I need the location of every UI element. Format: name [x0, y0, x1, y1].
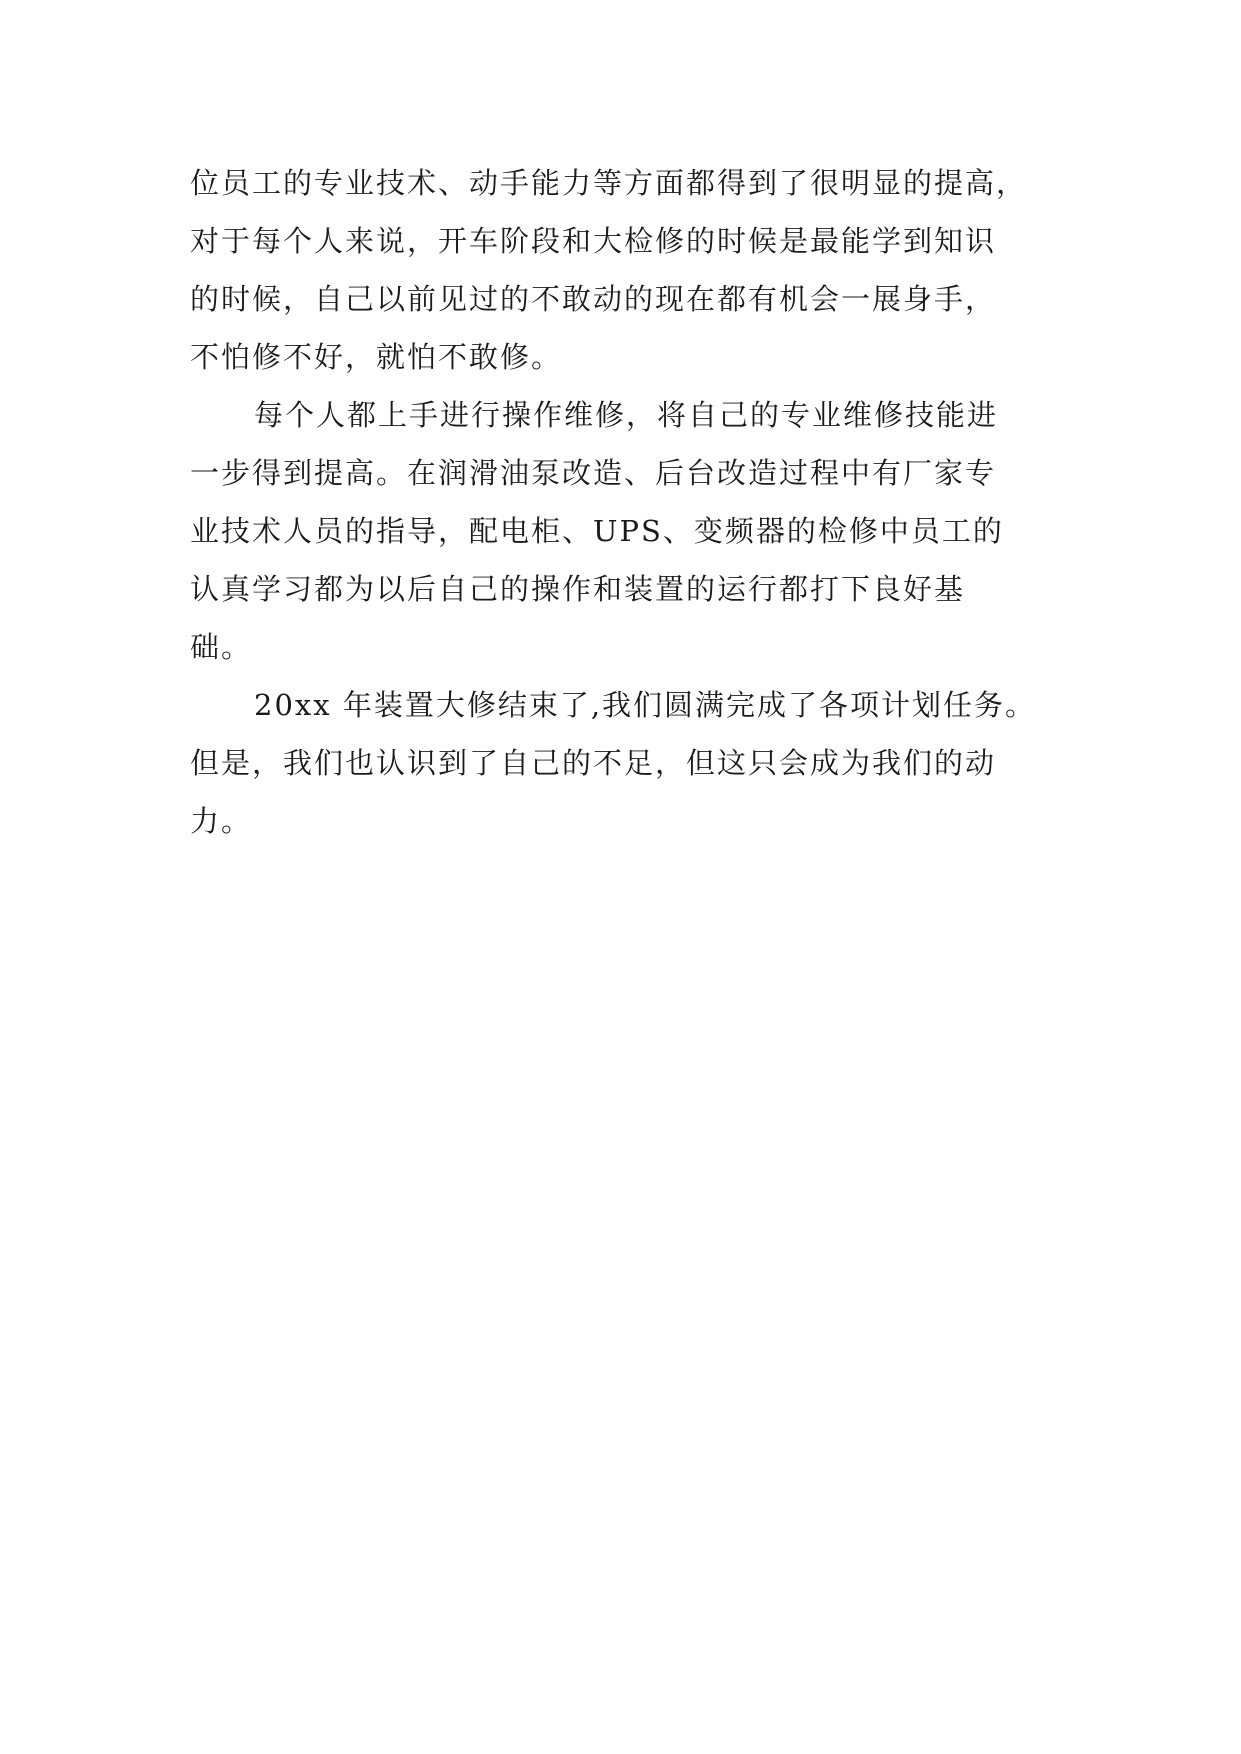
paragraph-line: 础。 — [190, 630, 253, 664]
paragraph-1 — [190, 154, 1080, 386]
paragraph-line: 不怕修不好，就怕不敢修。 — [190, 340, 563, 374]
paragraph-3 — [190, 676, 1080, 850]
paragraph-line: 的时候，自己以前见过的不敢动的现在都有机会一展身手， — [190, 282, 997, 316]
paragraph-line: 力。 — [190, 804, 253, 838]
paragraph-2 — [190, 386, 1080, 676]
paragraph-line: 20xx 年装置大修结束了,我们圆满完成了各项计划任务。 — [254, 688, 1037, 722]
paragraph-line: 每个人都上手进行操作维修，将自己的专业维修技能进 — [254, 398, 999, 432]
paragraph-line: 对于每个人来说，开车阶段和大检修的时候是最能学到知识 — [190, 224, 997, 258]
paragraph-line: 但是，我们也认识到了自己的不足，但这只会成为我们的动 — [190, 746, 997, 780]
paragraph-line: 位员工的专业技术、动手能力等方面都得到了很明显的提高， — [190, 166, 1028, 200]
document-body — [190, 154, 1080, 850]
paragraph-line: 一步得到提高。在润滑油泵改造、后台改造过程中有厂家专 — [190, 456, 997, 490]
paragraph-line: 业技术人员的指导，配电柜、UPS、变频器的检修中员工的 — [190, 514, 1004, 548]
paragraph-line: 认真学习都为以后自己的操作和装置的运行都打下良好基 — [190, 572, 966, 606]
